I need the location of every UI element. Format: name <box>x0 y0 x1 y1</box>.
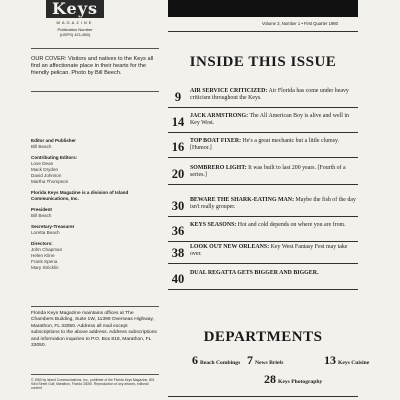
department-label: Beach Combings <box>200 360 241 366</box>
staff-name: Love Dean <box>31 161 54 166</box>
staff-heading: Secretary-Treasurer <box>31 224 75 229</box>
staff-heading: President <box>31 207 52 212</box>
toc-divider <box>168 157 358 158</box>
department-page-number: 7 <box>247 353 253 367</box>
volume-line: Volume 3, Number 1 • First Quarter 1980 <box>262 21 338 26</box>
right-divider-bottom <box>168 396 358 397</box>
offices-note: Florida Keys Magazine maintains offices at The Chambers Building, Suite 1W, 11399 Overseas Highway, Marathon, FL 33050. Address all mail except subscriptions to the above address. Address subscriptions and information inquiries to P.O. Box 818, Marathon, FL 33050. <box>31 311 157 349</box>
toc-headline: KEYS SEASONS: <box>190 222 237 228</box>
toc-divider <box>168 241 358 242</box>
toc-description <box>190 138 356 152</box>
toc-page-number: 36 <box>171 224 185 238</box>
toc-description <box>190 244 356 258</box>
staff-heading: Florida Keys Magazine is a division of Island Communications, Inc. <box>31 190 129 201</box>
cover-note: OUR COVER: Visitors and natives to the Keys all find an affectionate place in their hearts for the friendly pelican. Photo by Bill Beech. <box>31 56 154 76</box>
toc-summary: Hot and cold depends on where you are from. <box>236 222 346 228</box>
staff-name: David Johnson <box>31 173 62 178</box>
staff-block <box>31 155 157 185</box>
toc-page-number: 40 <box>171 272 185 286</box>
left-divider-mid <box>31 91 159 92</box>
staff-name: Loretta Beach <box>31 230 60 235</box>
toc-page-number: 16 <box>171 140 185 154</box>
publication-number <box>46 27 104 37</box>
toc-description <box>190 165 356 179</box>
toc-page-number: 30 <box>171 199 185 213</box>
toc-description <box>190 88 356 102</box>
toc-headline: LOOK OUT NEW ORLEANS: <box>190 244 270 250</box>
staff-heading: Directors: <box>31 241 53 246</box>
toc-description <box>190 222 356 229</box>
toc-description <box>190 197 356 211</box>
toc-divider <box>168 132 358 133</box>
copyright-note: © 1980 by Island Communications, Inc., publisher of the Florida Keys Magazine, 801 93rd Street Gulf, Marathon, Florida 33050. Reproduction of any artwork, editorial content <box>31 378 155 390</box>
department-item <box>264 370 322 388</box>
department-page-number: 28 <box>264 372 276 386</box>
magazine-logo: Keys <box>46 0 104 18</box>
department-item <box>247 351 283 369</box>
staff-block <box>31 138 157 150</box>
left-divider-top <box>31 48 159 49</box>
pub-number: (USPS) 421-850) <box>59 32 91 37</box>
right-divider-top <box>168 31 358 32</box>
pub-label: Publication Number <box>57 27 93 32</box>
toc-summary: The All American Boy is alive and well in Key West. <box>190 113 349 126</box>
staff-block <box>31 207 157 219</box>
toc-headline: BEWARE THE SHARK-EATING MAN: <box>190 197 295 203</box>
staff-name: Helen Kline <box>31 253 55 258</box>
toc-summary: Air Florida has come under heavy criticism throughout the Keys. <box>190 88 349 101</box>
toc-page-number: 38 <box>171 246 185 260</box>
staff-heading: Contributing Editors: <box>31 155 78 160</box>
toc-summary: Key West Fantasy Fest may take over. <box>190 244 348 257</box>
staff-block <box>31 190 157 202</box>
staff-masthead <box>31 138 157 276</box>
department-item <box>324 351 369 369</box>
department-page-number: 13 <box>324 353 336 367</box>
department-label: Keys Photography <box>278 379 323 385</box>
department-item <box>192 351 240 369</box>
toc-headline: JACK ARMSTRONG: <box>190 113 249 119</box>
toc-divider <box>168 184 358 185</box>
staff-name: Bill Beach <box>31 144 52 149</box>
staff-name: John Chapman <box>31 247 63 252</box>
toc-divider <box>168 216 358 217</box>
left-divider-offices <box>31 306 159 307</box>
department-page-number: 6 <box>192 353 198 367</box>
toc-headline: AIR SERVICE CRITICIZED: <box>190 88 268 94</box>
staff-heading: Editor and Publisher <box>31 138 76 143</box>
inside-issue-title: INSIDE THIS ISSUE <box>189 54 337 70</box>
toc-summary: Maybe the fish of the day isn't really grouper. <box>190 197 356 210</box>
toc-headline: DUAL REGATTA GETS BIGGER AND BIGGER. <box>190 270 319 276</box>
toc-divider <box>168 289 358 290</box>
toc-divider <box>168 107 358 108</box>
header-bar <box>168 0 358 17</box>
toc-summary: It was built to last 200 years. [Fourth of a series.] <box>190 165 346 178</box>
staff-block <box>31 224 157 236</box>
department-label: Keys Cuisine <box>338 360 370 366</box>
staff-name: Martha Thompson <box>31 179 69 184</box>
toc-headline: SOMBRERO LIGHT: <box>190 165 247 171</box>
logo-subtitle: MAGAZINE <box>56 20 94 25</box>
staff-name: Bill Beach <box>31 213 52 218</box>
toc-page-number: 9 <box>174 90 182 104</box>
toc-divider <box>168 263 358 264</box>
toc-page-number: 20 <box>171 167 185 181</box>
toc-description <box>190 270 356 277</box>
toc-page-number: 14 <box>171 115 185 129</box>
staff-name: Mary Stricklin <box>31 265 59 270</box>
toc-summary: He's a great mechanic but a little clumsy. [Humor.] <box>190 138 340 151</box>
staff-block <box>31 241 157 271</box>
toc-headline: TOP BOAT FIXER: <box>190 138 242 144</box>
staff-name: Frank Spena <box>31 259 58 264</box>
department-label: News Briefs <box>255 360 284 366</box>
departments-title: DEPARTMENTS <box>203 329 323 345</box>
toc-description <box>190 113 356 127</box>
staff-name: Mack Dryden <box>31 167 59 172</box>
left-divider-bottom <box>31 374 159 375</box>
